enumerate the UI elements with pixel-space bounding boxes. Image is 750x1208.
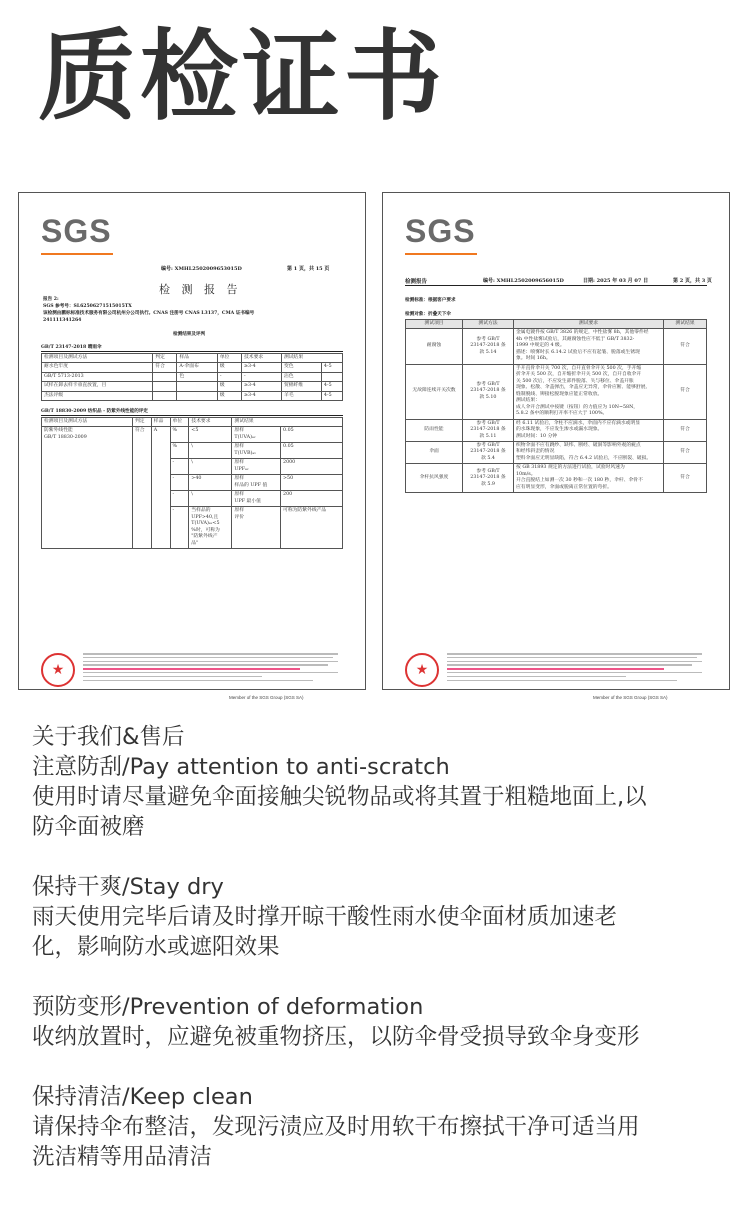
cell: ≥3-4 — [241, 363, 281, 372]
metric-label: 评价 — [234, 514, 245, 520]
test-results-table — [405, 319, 707, 493]
table-row — [42, 372, 343, 381]
member-text: Member of the SGS Group (SGS SA) — [593, 695, 668, 700]
method-line: 23147-2018 条 — [470, 343, 506, 349]
report-number: 编号: XMHL2502009656015D — [483, 278, 564, 284]
seal-stamp: ★ — [41, 653, 75, 687]
req-line: 当样品的 — [191, 508, 211, 514]
req-line: 品" — [191, 540, 199, 546]
care-text: 化，影响防水或遮阳效果 — [32, 934, 280, 960]
metric-label: T(UVA)ₐᵥ — [234, 434, 256, 440]
header-cell: 测试方法 — [463, 320, 514, 329]
req-line: 开合直脱结上如测一次 30 秒和一次 180 秒，伞杆、伞骨不 — [516, 478, 643, 484]
table-header-row — [42, 354, 343, 363]
cell: 可称为防紫外线产品 — [281, 507, 343, 549]
metric-label: 样品的 UPF 值 — [234, 482, 268, 488]
sample-label: 原样 — [234, 492, 245, 498]
req-line: 象。时间 16h。 — [516, 356, 551, 362]
method-line: 23147-2018 条 — [470, 449, 506, 455]
test-requirement — [514, 419, 664, 441]
meta-line: SGS 参考号：SL62506271515015TX — [43, 304, 132, 309]
cell: >40 — [189, 475, 232, 491]
cell: % — [170, 427, 189, 443]
req-line: 金属电镀件按 GB/T 3826 的规定，中性盐雾 8h，其他零件经 — [516, 330, 649, 336]
uv-protection-table — [41, 417, 343, 549]
care-text: 收纳放置时，应避免被重物挤压，以防伞骨受损导致伞身变形 — [32, 1024, 640, 1050]
certificate-page-2 — [382, 192, 730, 700]
cell: - — [241, 372, 281, 381]
cell — [189, 507, 232, 549]
req-line: UPF>40,且 — [191, 514, 219, 520]
header-cell: 测试项目 — [406, 320, 463, 329]
cell: <5 — [189, 427, 232, 443]
care-text: 防伞面被磨 — [32, 814, 145, 840]
cell: 级 — [217, 363, 241, 372]
test-method — [463, 364, 514, 419]
header-cell: 测试结果 — [281, 354, 342, 363]
cell: % — [170, 443, 189, 459]
cell — [232, 507, 281, 549]
cell: - — [217, 372, 241, 381]
req-line: "防紫外线产 — [191, 534, 218, 540]
header-cell: 技术要求 — [189, 418, 232, 427]
req-line: 织物伞面不应有跳纱、缺纬、断经、破洞等影响外观的疵点 — [516, 442, 641, 448]
section-title: GB/T 18830-2009 纺织品 - 防紫外线性能的评定 — [41, 409, 149, 414]
cell: \ — [189, 459, 232, 475]
section-title: GB/T 23147-2018 晴雨伞 — [41, 345, 102, 350]
cell: 试样在卸去样卡垂直放置，目 — [42, 382, 153, 391]
object-line: 检测对象：折叠天下伞 — [405, 312, 451, 317]
test-method — [463, 441, 514, 463]
req-line: 缝制脱线、铆接松脱现象应能正常收放。 — [516, 391, 603, 397]
header-cell: 检测项目及测试方法 — [42, 354, 153, 363]
section-rule — [405, 285, 707, 286]
cell: 羊毛 — [281, 391, 321, 400]
sample-cell: A — [151, 427, 170, 549]
cell: 沾色 — [281, 372, 321, 381]
seal-stamp: ★ — [405, 653, 439, 687]
method-line: 款 5.4 — [481, 455, 495, 461]
page-title: 质检证书 — [38, 20, 447, 134]
cell: \ — [189, 443, 232, 459]
req-line: 按 GB 31893 规定的方法进行试验，试验时风速为 — [516, 465, 625, 471]
cell: 耐水色牢度 — [42, 363, 153, 372]
method-line: 款 5.9 — [481, 481, 495, 487]
test-method — [463, 464, 514, 493]
logo-underline — [41, 253, 113, 255]
care-heading-clean: 保持清洁/Keep clean — [32, 1084, 253, 1110]
care-heading-scratch: 注意防刮/Pay attention to anti-scratch — [32, 754, 450, 780]
cell: ≥3-4 — [241, 382, 281, 391]
cell: 0.05 — [281, 443, 343, 459]
care-text: 使用时请尽量避免伞面接触尖锐物品或将其置于粗糙地面上,以 — [32, 784, 647, 810]
method-line: 参考 GB/T — [476, 420, 500, 426]
req-line: 和经纬斜歪的情况 — [516, 449, 555, 455]
test-item: 无故障连续开关次数 — [406, 364, 463, 419]
test-result: 符合 — [664, 464, 707, 493]
cell: - — [170, 507, 189, 549]
method-line: 23147-2018 条 — [470, 475, 506, 481]
test-requirement — [514, 464, 664, 493]
cell: 200 — [281, 491, 343, 507]
cell — [153, 382, 177, 391]
metric-label: UPF 最小值 — [234, 498, 261, 504]
cell: 变色 — [281, 363, 321, 372]
req-line: 经 6.11 试验后，伞柱不应滴水，伞面内不应有滴水或明显 — [516, 420, 641, 426]
cell: 4-5 — [321, 391, 342, 400]
sgs-logo: SGS — [405, 213, 476, 249]
cell — [177, 391, 217, 400]
results-heading: 检测结果及评判 — [173, 332, 206, 337]
care-text: 雨天使用完毕后请及时撑开晾干酸性雨水使伞面材质加速老 — [32, 904, 618, 930]
standard-line: 检测标准：根据客户要求 — [405, 298, 456, 303]
test-result: 符合 — [664, 364, 707, 419]
header-cell: 检测项目及测试方法 — [42, 418, 133, 427]
method-line: 款 5.14 — [479, 349, 497, 355]
header-cell: 测试结果 — [664, 320, 707, 329]
header-cell: 单位 — [217, 354, 241, 363]
test-item: 伞杆抗风强度 — [406, 464, 463, 493]
req-line: 描述：喷雾时长 6.14.2 试验后不应有起皱、脱落或生锈现 — [516, 349, 640, 355]
req-line: 10m/s。 — [516, 471, 536, 477]
sample-label: 原样 — [234, 460, 245, 466]
fine-print — [447, 653, 702, 683]
test-method — [463, 329, 514, 364]
table-row — [42, 391, 343, 400]
report-number: 编号: XMHL2502009653015D — [161, 266, 242, 272]
table-row — [42, 382, 343, 391]
req-line: 1999 中规定的 4 级。 — [516, 343, 565, 349]
req-line: 成人伞开合测试中按键（按钮）的力值应为 10N~58N， — [516, 404, 639, 410]
meta-line: 241111341264 — [43, 318, 82, 323]
table-row — [406, 329, 707, 364]
sample-label: 原样 — [234, 428, 245, 434]
cell — [232, 443, 281, 459]
meta-line: 该检测由鹏标标准技术服务有限公司杭州分公司执行。CNAS 注册号 CNAS L3137，CMA 证书编号 — [43, 311, 255, 316]
test-requirement — [514, 441, 664, 463]
cell — [232, 491, 281, 507]
certificate-page-1 — [18, 192, 366, 700]
logo-underline — [405, 253, 477, 255]
member-text: Member of the SGS Group (SGS SA) — [229, 695, 304, 700]
care-text: 请保持伞布整洁，发现污渍应及时用软干布擦拭干净可适当用 — [32, 1114, 640, 1140]
table-row — [406, 441, 707, 463]
method-line: 款 5.10 — [479, 394, 497, 400]
req-line: 折伞开关 500 次，自开缩折伞开关 500 次，自开自收伞开 — [516, 372, 642, 378]
metric-label: T(UVB)ₐᵥ — [234, 450, 257, 456]
test-result: 符合 — [664, 419, 707, 441]
table-header-row — [406, 320, 707, 329]
test-requirement — [514, 329, 664, 364]
section-rule — [41, 351, 343, 352]
method-line: 参考 GB/T — [476, 336, 500, 342]
header-cell: 单位 — [170, 418, 189, 427]
method-line: 参考 GB/T — [476, 468, 500, 474]
req-line: 应有明显变形，伞面或脱离正常位置的弯折。 — [516, 484, 612, 490]
req-line: 4h 中性盐雾试验后，其耐腐蚀性应不低于 GB/T 3832- — [516, 336, 635, 342]
test-result: 符合 — [664, 441, 707, 463]
req-line: 测试结果： — [516, 398, 540, 404]
cell: 4-5 — [321, 382, 342, 391]
method-line: 23147-2018 条 — [470, 388, 506, 394]
req-line: 手开直骨伞开关 700 次，自开直骨伞开关 500 次，手开缩 — [516, 365, 642, 371]
cell: 2000 — [281, 459, 343, 475]
req-line: 塑料伞面应无明显缺陷，符合 6.4.2 试验后，不应断裂、破损。 — [516, 455, 652, 461]
metric-label: UPFₐᵥ — [234, 466, 249, 472]
req-line: 5.8.2 条中的顺利打开率不应大于 100%。 — [516, 411, 608, 417]
test-method — [463, 419, 514, 441]
care-heading-dry: 保持干爽/Stay dry — [32, 874, 224, 900]
section-rule — [41, 415, 343, 416]
cell: - — [170, 459, 189, 475]
header-cell: 样品 — [177, 354, 217, 363]
method-name: 防紫外线性能 — [44, 428, 73, 434]
page-indicator: 第 1 页，共 15 页 — [287, 266, 330, 272]
fine-print — [83, 653, 338, 683]
header-cell: 样品 — [151, 418, 170, 427]
care-heading-deformation: 预防变形/Prevention of deformation — [32, 994, 424, 1020]
cell — [177, 382, 217, 391]
cell: GB/T 5713-2013 — [42, 372, 153, 381]
method-line: 23147-2018 条 — [470, 427, 506, 433]
cell: 贸棉纤维 — [281, 382, 321, 391]
cell: 0.05 — [281, 427, 343, 443]
cell: A-伞面布 — [177, 363, 217, 372]
sample-label: 原样 — [234, 444, 245, 450]
test-item: 耐腐蚀 — [406, 329, 463, 364]
method-cell — [42, 427, 133, 549]
cell: >50 — [281, 475, 343, 491]
sgs-logo: SGS — [41, 213, 112, 249]
req-line: 测试时间：10 分钟 — [516, 433, 558, 439]
table-row — [42, 427, 343, 443]
cell: 色 — [177, 372, 217, 381]
header-cell: 判定 — [133, 418, 152, 427]
test-item: 防雨性能 — [406, 419, 463, 441]
cell: 级 — [217, 382, 241, 391]
cell — [321, 372, 342, 381]
meta-line: 报告 2: — [43, 297, 59, 302]
cell: - — [170, 475, 189, 491]
method-standard: GB/T 18830-2009 — [44, 434, 87, 440]
table-row — [406, 364, 707, 419]
cell — [153, 372, 177, 381]
header-cell: 测试要求 — [514, 320, 664, 329]
cell: \ — [189, 491, 232, 507]
cell — [232, 427, 281, 443]
req-line: %时，可称为 — [191, 527, 220, 533]
cell: 4-5 — [321, 363, 342, 372]
test-result: 符合 — [664, 329, 707, 364]
care-text: 洗洁精等用品清洁 — [32, 1144, 213, 1170]
report-title: 检 测 报 告 — [159, 283, 242, 296]
cell: 级 — [217, 391, 241, 400]
colorfastness-table — [41, 353, 343, 401]
sample-label: 原样 — [234, 476, 245, 482]
header-cell: 测试结果 — [232, 418, 343, 427]
method-line: 参考 GB/T — [476, 381, 500, 387]
cell: - — [170, 491, 189, 507]
req-line: 关 500 次后，不应发生部件脱落、失与移位、伞盖开胀 — [516, 378, 634, 384]
header-cell: 判定 — [153, 354, 177, 363]
cell — [153, 391, 177, 400]
report-label: 检测报告 — [405, 279, 428, 285]
cell — [232, 475, 281, 491]
table-row — [406, 419, 707, 441]
verdict-cell: 符合 — [133, 427, 152, 549]
sample-label: 原样 — [234, 508, 245, 514]
cell: 符合 — [153, 363, 177, 372]
header-cell: 技术要求 — [241, 354, 281, 363]
report-date: 日期: 2025 年 03 月 07 日 — [583, 278, 649, 284]
req-line: 现象、松散、伞盖弹出，伞盖应无异常，伞骨应断、能够舒展、 — [516, 385, 651, 391]
cell — [232, 459, 281, 475]
after-sales-heading: 关于我们&售后 — [32, 724, 185, 750]
method-line: 款 5.11 — [479, 433, 497, 439]
method-line: 参考 GB/T — [476, 442, 500, 448]
test-requirement — [514, 364, 664, 419]
req-line: 的水珠现象，不应发生渗水或漏水现象。 — [516, 427, 603, 433]
table-row — [406, 464, 707, 493]
test-item: 伞面 — [406, 441, 463, 463]
table-header-row — [42, 418, 343, 427]
cell: 杰法评级 — [42, 391, 153, 400]
req-line: T(UVA)ₐᵥ<5 — [191, 521, 220, 527]
table-row — [42, 363, 343, 372]
page-indicator: 第 2 页，共 3 页 — [673, 278, 712, 284]
cell: ≥3-4 — [241, 391, 281, 400]
